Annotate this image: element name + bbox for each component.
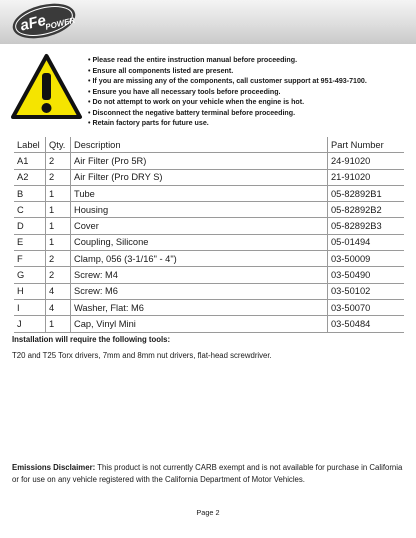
cell-label: G [14,267,46,283]
cell-qty: 1 [46,316,71,332]
cell-label: D [14,218,46,234]
table-row [14,316,404,332]
cell-qty: 2 [46,153,71,169]
cell-description: Air Filter (Pro DRY S) [71,169,328,185]
cell-part-number: 03-50484 [328,316,405,332]
table-row [14,251,404,267]
cell-part-number: 05-82892B3 [328,218,405,234]
svg-text:POWER: POWER [44,15,76,32]
cell-qty: 4 [46,283,71,299]
cell-qty: 1 [46,234,71,250]
column-header-part-number: Part Number [328,137,405,153]
warning-icon [10,53,83,121]
svg-text:aFe: aFe [18,11,48,35]
parts-table [14,137,404,333]
disclaimer-text: This product is not currently CARB exempt and is not available for purchase in California or for use on any vehicle registered with the California Department of Motor Vehicles. [12,463,403,484]
cell-label: C [14,202,46,218]
warning-notes [88,55,413,129]
cell-part-number: 03-50070 [328,299,405,315]
table-row [14,267,404,283]
cell-qty: 2 [46,267,71,283]
cell-description: Screw: M4 [71,267,328,283]
cell-qty: 4 [46,299,71,315]
cell-label: A1 [14,153,46,169]
cell-part-number: 24-91020 [328,153,405,169]
parts-table-header [14,137,404,153]
tools-heading: Installation will require the following tools: [12,335,171,344]
cell-qty: 1 [46,218,71,234]
table-row [14,202,404,218]
table-row [14,153,404,169]
warning-note: • Retain factory parts for future use. [88,119,209,127]
warning-note: • Please read the entire instruction manual before proceeding. [88,56,298,64]
warning-note: • Do not attempt to work on your vehicle when the engine is hot. [88,98,305,106]
cell-qty: 1 [46,202,71,218]
warning-note: • If you are missing any of the components, call customer support at 951-493-7100. [88,77,367,85]
cell-description: Washer, Flat: M6 [71,299,328,315]
cell-description: Air Filter (Pro 5R) [71,153,328,169]
cell-part-number: 21-91020 [328,169,405,185]
table-row [14,234,404,250]
disclaimer-label: Emissions Disclaimer: [12,463,96,472]
cell-label: A2 [14,169,46,185]
cell-part-number: 05-82892B2 [328,202,405,218]
column-header-label: Label [14,137,46,153]
warning-note: • Ensure you have all necessary tools before proceeding. [88,87,281,96]
column-header-description: Description [71,137,328,153]
table-row [14,185,404,201]
column-header-qty: Qty. [46,137,71,153]
cell-label: B [14,185,46,201]
cell-part-number: 03-50490 [328,267,405,283]
table-row [14,218,404,234]
cell-qty: 1 [46,185,71,201]
cell-description: Coupling, Silicone [71,234,328,250]
cell-description: Tube [71,185,328,201]
cell-label: E [14,234,46,250]
cell-part-number: 03-50102 [328,283,405,299]
cell-part-number: 05-82892B1 [328,185,405,201]
table-row [14,283,404,299]
emissions-disclaimer [12,462,408,486]
table-row [14,299,404,315]
cell-description: Housing [71,202,328,218]
page-number: Page 2 [196,508,220,517]
cell-part-number: 05-01494 [328,234,405,250]
cell-part-number: 03-50009 [328,251,405,267]
afe-power-logo [11,3,77,39]
cell-label: H [14,283,46,299]
cell-description: Cap, Vinyl Mini [71,316,328,332]
cell-label: F [14,251,46,267]
cell-description: Cover [71,218,328,234]
table-row [14,169,404,185]
cell-description: Clamp, 056 (3-1/16" - 4") [71,251,328,267]
tools-text: T20 and T25 Torx drivers, 7mm and 8mm nut drivers, flat-head screwdriver. [12,351,272,360]
warning-note: • Disconnect the negative battery terminal before proceeding. [88,108,296,117]
cell-qty: 2 [46,251,71,267]
warning-note: • Ensure all components listed are present. [88,66,234,75]
cell-qty: 2 [46,169,71,185]
cell-label: J [14,316,46,332]
cell-description: Screw: M6 [71,283,328,299]
cell-label: I [14,299,46,315]
